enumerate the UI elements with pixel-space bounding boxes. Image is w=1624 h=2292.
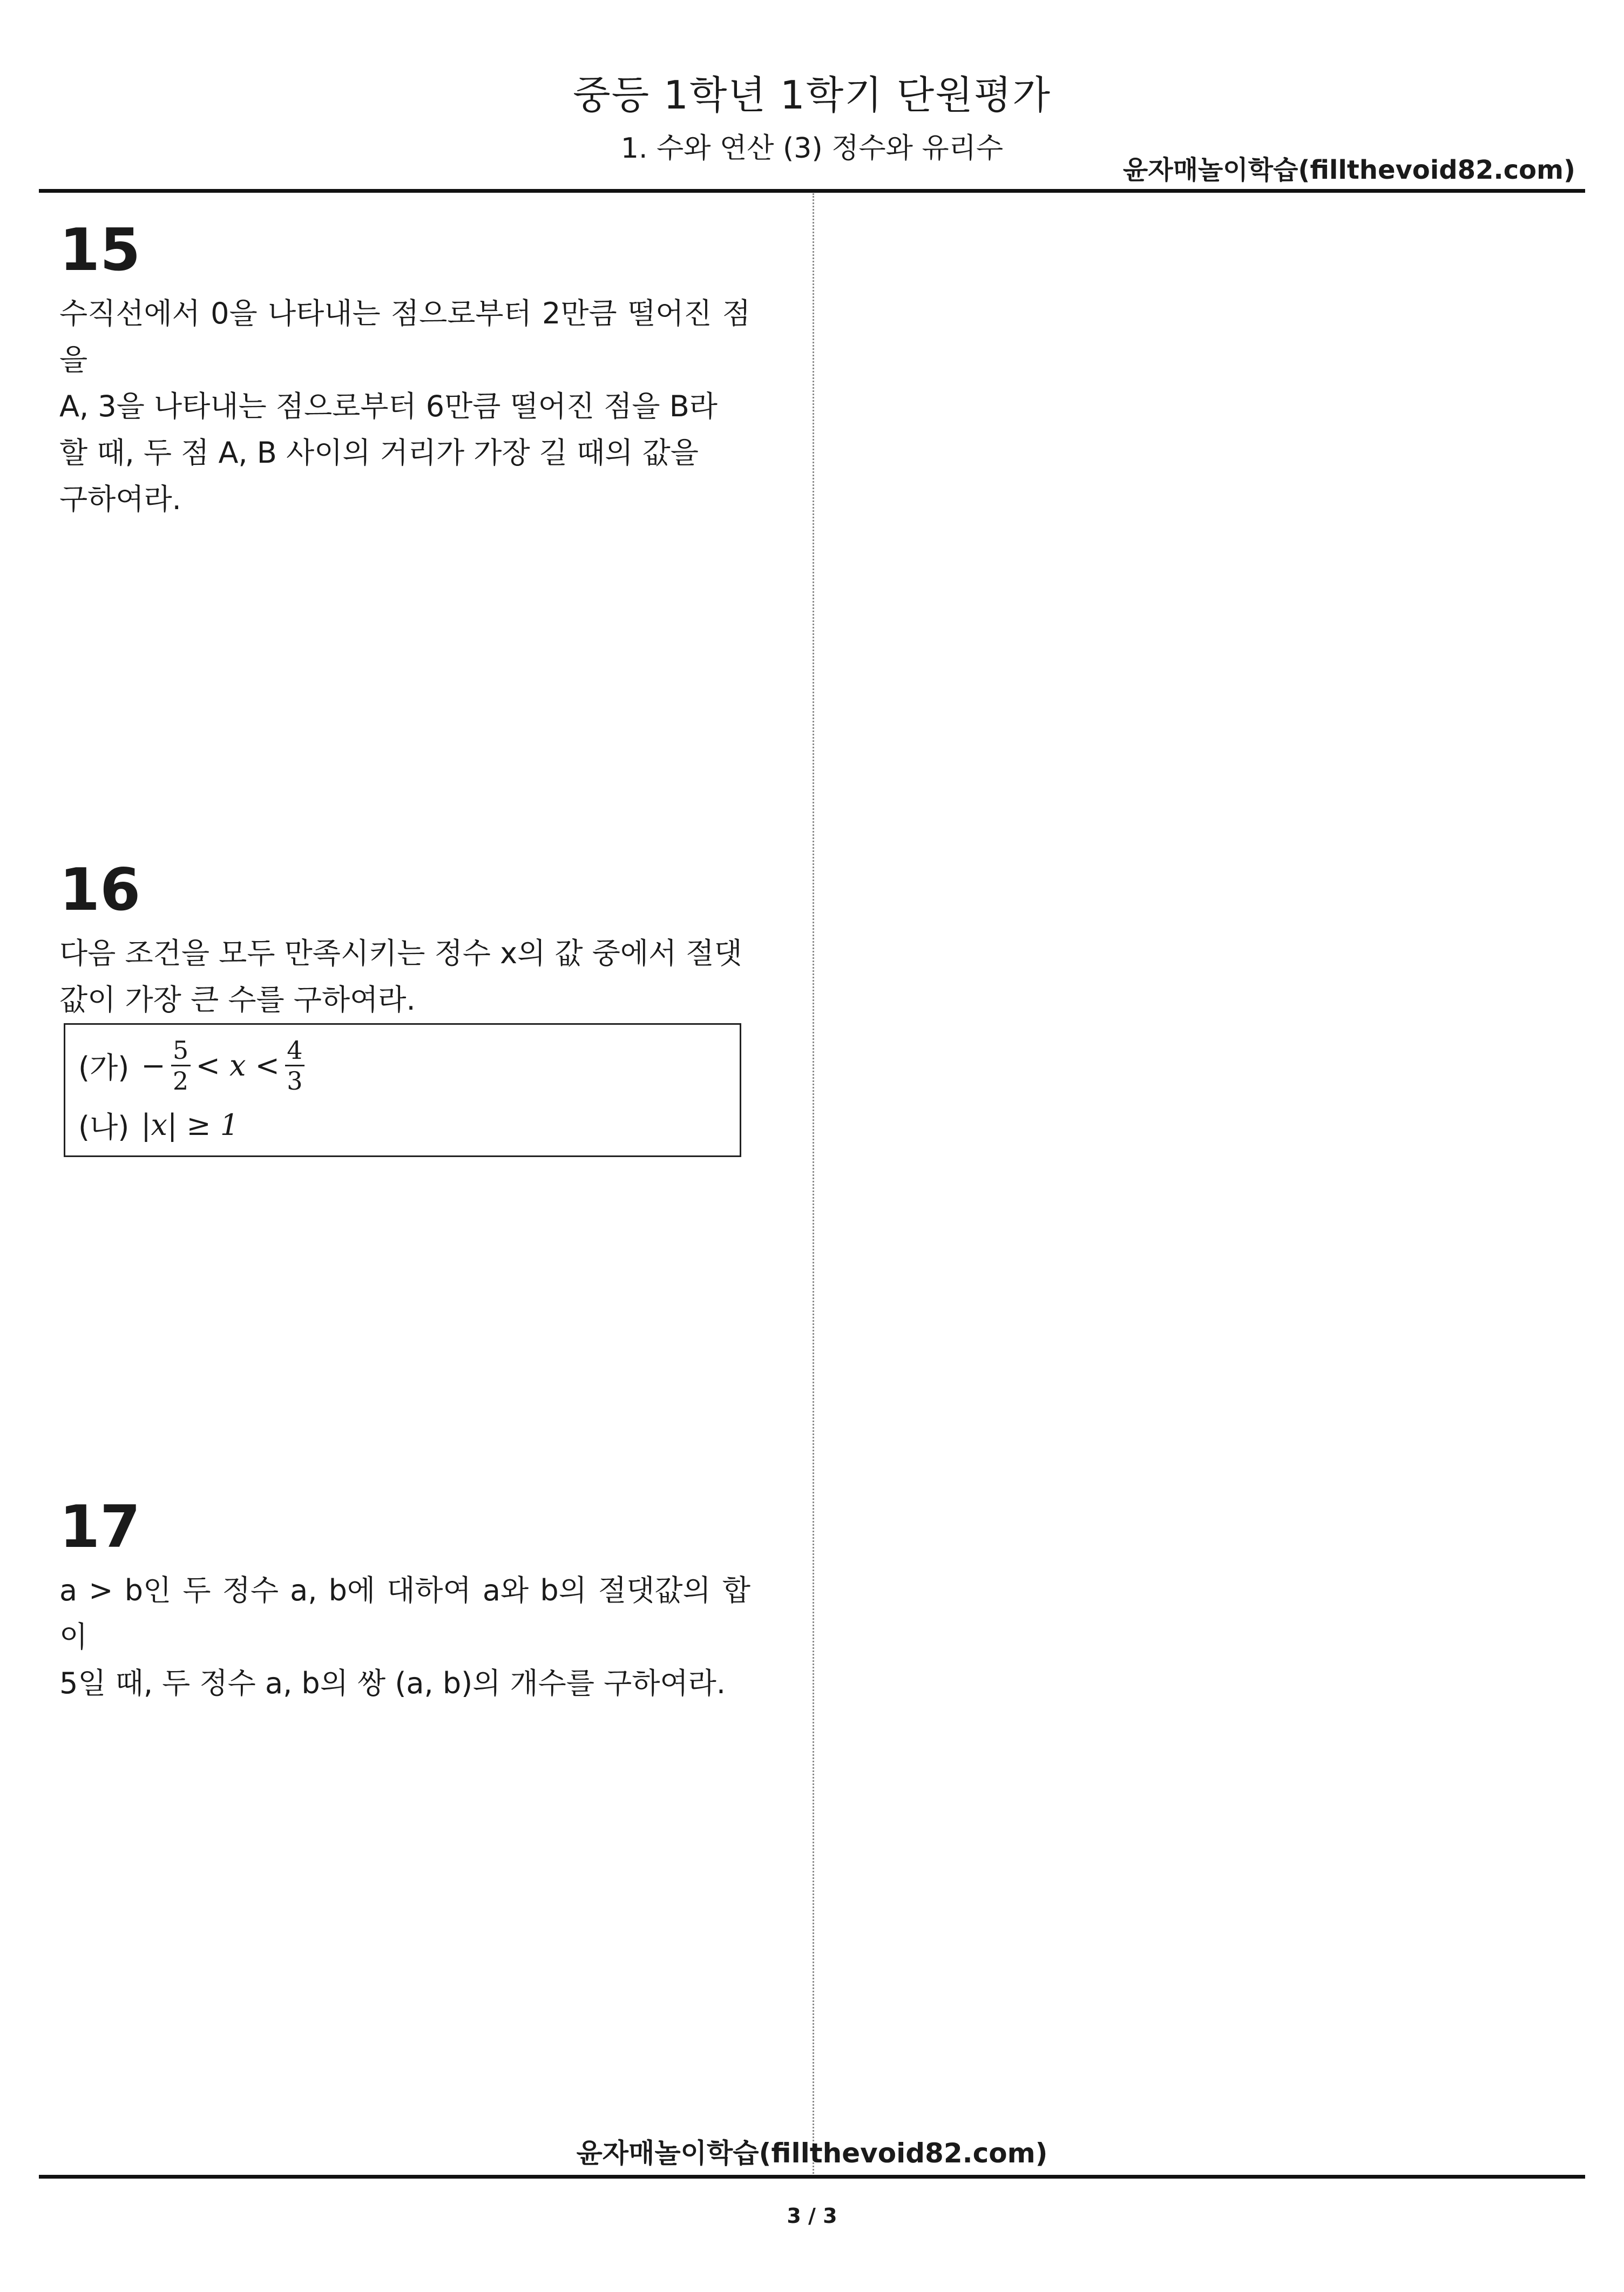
column-divider xyxy=(813,193,814,2174)
question-16 xyxy=(59,856,750,1023)
footer-site-name: 윤자매놀이학습(fillthevoid82.com) xyxy=(576,2138,1048,2169)
fraction-denominator: 2 xyxy=(172,1066,189,1096)
question-line: a > b인 두 정수 a, b에 대하여 a와 b의 절댓값의 합이 xyxy=(59,1573,750,1654)
fraction-numerator: 4 xyxy=(287,1035,303,1065)
header-rule xyxy=(39,189,1585,193)
question-line: A, 3을 나타내는 점으로부터 6만큼 떨어진 점을 B라 xyxy=(59,389,718,423)
question-line: 수직선에서 0을 나타내는 점으로부터 2만큼 떨어진 점을 xyxy=(59,296,750,377)
question-number: 16 xyxy=(59,856,141,924)
question-line: 5일 때, 두 정수 a, b의 쌍 (a, b)의 개수를 구하여라. xyxy=(59,1666,726,1700)
question-text xyxy=(59,930,750,1023)
fraction-four-thirds xyxy=(285,1036,304,1096)
minus-sign: − xyxy=(141,1048,166,1083)
condition-na xyxy=(78,1095,740,1154)
inequality-middle: < x < xyxy=(195,1048,280,1083)
question-line: 값이 가장 큰 수를 구하여라. xyxy=(59,983,416,1017)
question-line: 다음 조건을 모두 만족시키는 정수 x의 값 중에서 절댓 xyxy=(59,936,742,970)
fraction-five-halves xyxy=(171,1036,191,1096)
fraction-numerator: 5 xyxy=(172,1035,189,1065)
question-number: 15 xyxy=(59,217,141,284)
footer-rule xyxy=(39,2175,1585,2179)
question-line: 할 때, 두 점 A, B 사이의 거리가 가장 길 때의 값을 xyxy=(59,436,699,470)
question-15 xyxy=(59,217,750,523)
question-line: 구하여라. xyxy=(59,482,181,516)
question-number: 17 xyxy=(59,1493,141,1561)
absolute-value-expression: |x| ≥ 1 xyxy=(141,1107,239,1142)
question-text xyxy=(59,290,750,523)
conditions-box xyxy=(64,1023,741,1157)
condition-label: (가) xyxy=(78,1050,130,1085)
condition-label: (나) xyxy=(78,1110,130,1144)
header-site-name: 윤자매놀이학습(fillthevoid82.com) xyxy=(1122,155,1575,185)
condition-ga xyxy=(78,1036,740,1095)
unit-subtitle: 1. 수와 연산 (3) 정수와 유리수 xyxy=(620,132,1004,165)
page-number: 3 / 3 xyxy=(787,2204,837,2228)
question-text xyxy=(59,1567,750,1707)
question-17 xyxy=(59,1493,750,1707)
fraction-denominator: 3 xyxy=(287,1066,303,1096)
page-title: 중등 1학년 1학기 단원평가 xyxy=(573,72,1051,118)
